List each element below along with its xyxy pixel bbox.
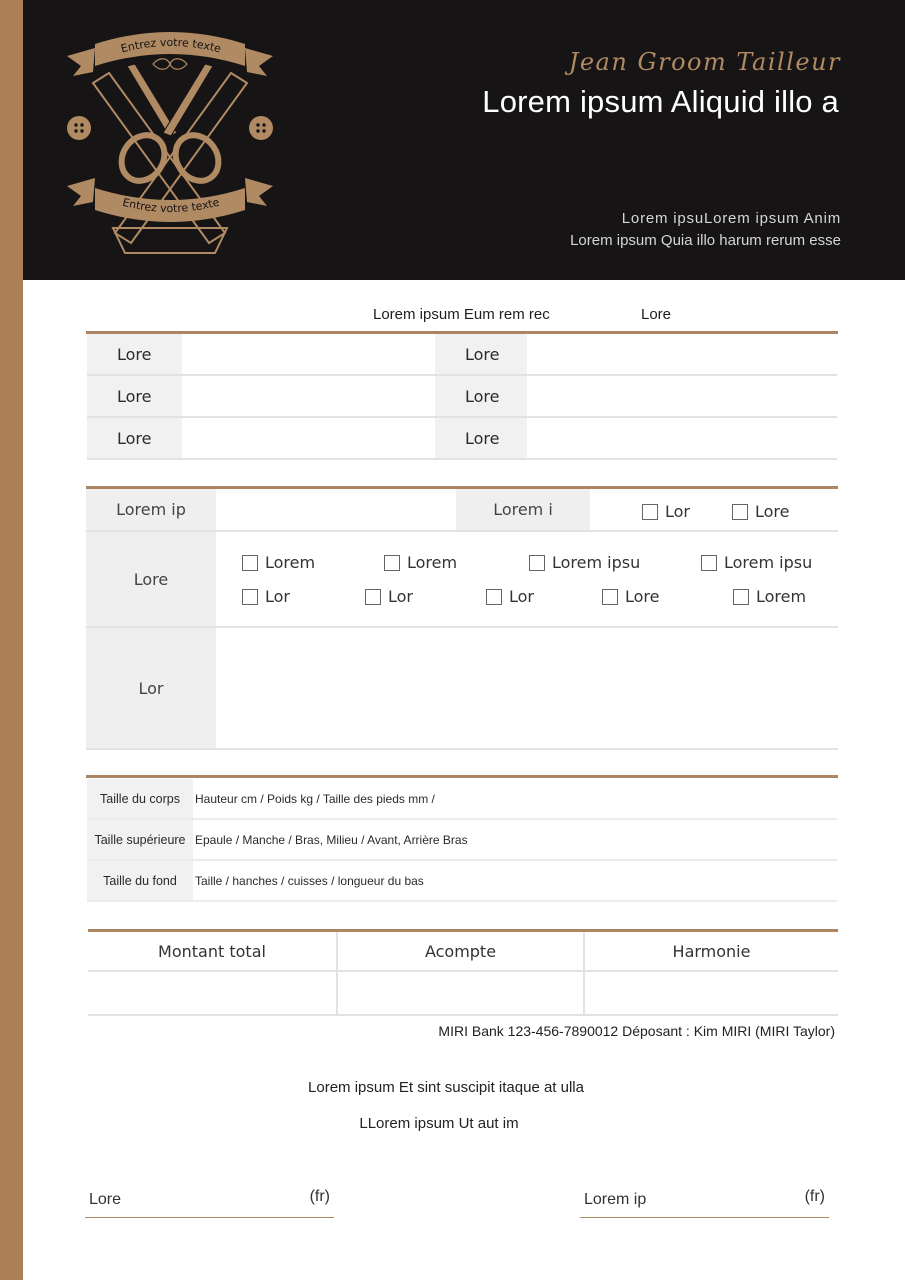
checkbox-icon[interactable]: [365, 589, 381, 605]
table-row: [87, 418, 837, 460]
checkbox-icon[interactable]: [529, 555, 545, 571]
table-row: [87, 376, 837, 418]
checkbox-icon[interactable]: [242, 555, 258, 571]
payment-balance-field[interactable]: [585, 972, 838, 1014]
svg-text:Entrez votre texte: Entrez votre texte: [121, 195, 221, 216]
signature-field-right[interactable]: [580, 1188, 829, 1218]
infinity-icon: [153, 59, 187, 70]
checkbox-option[interactable]: Lor: [365, 587, 413, 606]
checkbox-option[interactable]: Lorem ipsu: [529, 553, 640, 572]
payment-total-field[interactable]: [88, 972, 338, 1014]
signature-unit: (fr): [804, 1188, 825, 1205]
info-value-field[interactable]: [182, 376, 435, 416]
options-value-field[interactable]: [216, 489, 456, 530]
brand-name: Jean Groom Tailleur: [568, 48, 841, 76]
options-label: Lore: [86, 532, 216, 626]
measurement-label: Taille supérieure: [87, 820, 193, 859]
payment-header-balance: Harmonie: [672, 941, 751, 961]
signature-field-left[interactable]: [85, 1188, 334, 1218]
options-notes-field[interactable]: [216, 628, 838, 748]
options-table: [86, 489, 838, 750]
header-subtitle-line1: Lorem ipsuLorem ipsum Anim: [621, 210, 841, 227]
info-label: Lore: [87, 334, 182, 374]
info-value-field[interactable]: [527, 376, 837, 416]
section-divider: [86, 775, 838, 778]
payment-header-deposit: Acompte: [338, 932, 585, 970]
measurement-value-field[interactable]: Hauteur cm / Poids kg / Taille des pieds mm /: [195, 791, 435, 806]
payment-header-total: Montant total: [88, 932, 338, 970]
page-title: Lorem ipsum Aliquid illo a: [482, 84, 839, 119]
scissors-icon: [127, 64, 213, 136]
table-header-row: [88, 932, 838, 972]
options-label: Lorem ip: [86, 489, 216, 530]
checkbox-icon[interactable]: [242, 589, 258, 605]
options-label: Lor: [86, 628, 216, 748]
info-label: Lore: [87, 418, 182, 458]
info-caption-right: Lore: [641, 306, 672, 323]
checkbox-icon[interactable]: [733, 589, 749, 605]
info-label: Lore: [435, 334, 527, 374]
info-table: [87, 334, 837, 460]
checkbox-option[interactable]: Lore: [602, 587, 660, 606]
signature-label: Lore: [89, 1191, 122, 1208]
table-row: [86, 489, 838, 532]
measurement-label: Taille du fond: [87, 861, 193, 900]
header-banner: [23, 0, 905, 280]
info-value-field[interactable]: [182, 418, 435, 458]
options-label: Lorem i: [456, 489, 590, 530]
checkbox-option[interactable]: Lore: [732, 502, 790, 521]
checkbox-icon[interactable]: [701, 555, 717, 571]
checkbox-option[interactable]: Lorem ipsu: [701, 553, 812, 572]
svg-text:Entrez votre texte: Entrez votre texte: [119, 35, 223, 56]
measurement-value-field[interactable]: Epaule / Manche / Bras, Milieu / Avant, Arrière Bras: [195, 832, 468, 847]
checkbox-icon[interactable]: [732, 504, 748, 520]
info-label: Lore: [435, 418, 527, 458]
info-value-field[interactable]: [527, 418, 837, 458]
checkbox-icon[interactable]: [486, 589, 502, 605]
checkbox-option[interactable]: Lor: [242, 587, 290, 606]
checkbox-icon[interactable]: [384, 555, 400, 571]
table-row: [86, 532, 838, 628]
info-label: Lore: [435, 376, 527, 416]
checkbox-option[interactable]: Lor: [486, 587, 534, 606]
measurement-value-field[interactable]: Taille / hanches / cuisses / longueur du bas: [195, 873, 424, 888]
measurements-table: [87, 779, 837, 902]
info-value-field[interactable]: [182, 334, 435, 374]
measurement-label: Taille du corps: [87, 779, 193, 818]
info-label: Lore: [87, 376, 182, 416]
note-line-2: LLorem ipsum Ut aut im: [359, 1115, 519, 1132]
signature-label: Lorem ip: [584, 1191, 647, 1208]
table-row: [87, 779, 837, 820]
signature-unit: (fr): [309, 1188, 330, 1205]
checkbox-option[interactable]: Lorem: [384, 553, 457, 572]
header-subtitle-line2: Lorem ipsum Quia illo harum rerum esse: [570, 232, 841, 249]
table-row: [86, 628, 838, 750]
note-line-1: Lorem ipsum Et sint suscipit itaque at ulla: [308, 1079, 584, 1096]
checkbox-option[interactable]: Lor: [642, 502, 690, 521]
table-row: [87, 820, 837, 861]
checkbox-option[interactable]: Lorem: [242, 553, 315, 572]
bank-info: MIRI Bank 123-456-7890012 Déposant : Kim MIRI (MIRI Taylor): [438, 1023, 835, 1039]
table-row: [88, 972, 838, 1016]
payment-deposit-field[interactable]: [338, 972, 585, 1014]
table-row: [87, 861, 837, 902]
checkbox-option[interactable]: Lorem: [733, 587, 806, 606]
tailor-logo: [65, 28, 275, 258]
info-value-field[interactable]: [527, 334, 837, 374]
info-caption-left: Lorem ipsum Eum rem rec: [373, 306, 550, 323]
payment-table: [88, 932, 838, 1016]
checkbox-icon[interactable]: [602, 589, 618, 605]
checkbox-icon[interactable]: [642, 504, 658, 520]
table-row: [87, 334, 837, 376]
